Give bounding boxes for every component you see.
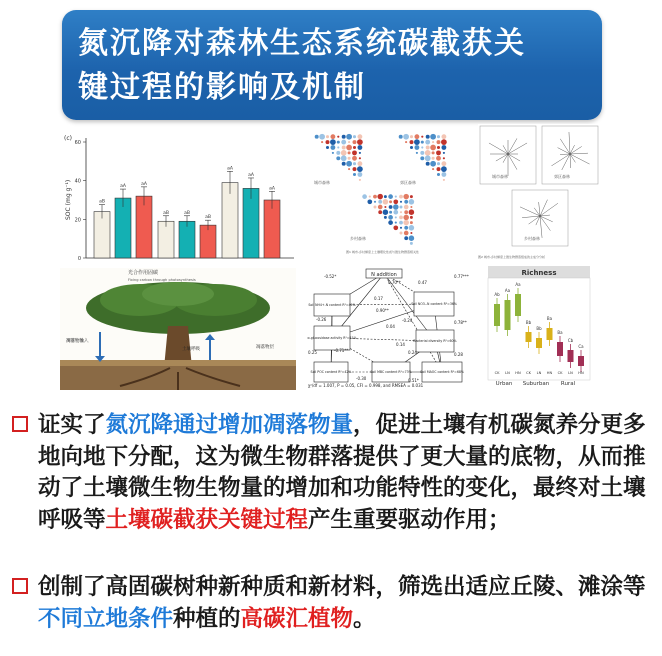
- fig2-caption: 图2 城市-乡村梯度上微生物群落组成的主成分分析: [478, 255, 545, 259]
- fig1-caption: 图1 城市-乡村梯度上土壤理化性质与微生物群落相关性: [346, 250, 419, 254]
- box-letter-label: Aa: [504, 288, 511, 293]
- soc-chart-svg: [58, 130, 298, 265]
- heatmap-3: [346, 190, 436, 258]
- heatmap-cell: [357, 145, 362, 150]
- heatmap-cell: [410, 242, 413, 245]
- heatmap-cell: [341, 140, 346, 145]
- heatmap-cell: [395, 216, 397, 218]
- richness-box: [568, 350, 574, 362]
- heatmap-cell: [421, 146, 423, 148]
- heatmap-cell: [319, 134, 325, 140]
- heatmap-cell: [395, 222, 397, 224]
- soc-bar: [222, 183, 238, 258]
- heatmap-cell: [383, 199, 389, 205]
- paragraph-1-segment: 氮沉降通过增加凋落物量: [105, 412, 354, 438]
- box-letter-label: Cb: [567, 338, 574, 343]
- box-letter-label: Aa: [515, 282, 521, 287]
- heatmap-cell: [353, 173, 356, 176]
- heatmap-cell: [410, 221, 413, 224]
- path-model-svg: [304, 266, 478, 390]
- bar-significance-label: aA: [269, 186, 275, 192]
- heatmap-cell: [341, 155, 347, 161]
- path-node-label: α-glucosidase activity R²=81%: [307, 336, 357, 340]
- heatmap-cell: [321, 141, 323, 143]
- path-coefficient: 0.51*: [408, 378, 419, 383]
- box-letter-label: Ab: [494, 292, 500, 297]
- heatmap-cell: [393, 225, 398, 230]
- heatmap-cell: [420, 151, 424, 155]
- model-fit-footer: χ²/df = 1.007, P = 0.05, CFI = 0.998, and RMSEA = 0.031: [308, 383, 424, 388]
- paragraph-2-segment: 。: [353, 605, 376, 632]
- heatmap-cell: [362, 194, 367, 199]
- pca-3-label: 乡村森林: [524, 236, 540, 241]
- path-coefficient: 0.28: [454, 352, 463, 357]
- heatmap-cell: [359, 179, 361, 181]
- paragraph-2-segment: 创制了高固碳树种新种质和新材料，筛选出适应丘陵、滩涂等: [38, 574, 646, 600]
- bar-significance-label: aA: [120, 184, 126, 190]
- pca-loading-arrow: [540, 216, 542, 238]
- heatmap-cell: [426, 135, 430, 139]
- pca-plots: [478, 124, 602, 262]
- heatmap-cell: [377, 194, 383, 200]
- heatmap-cell: [416, 152, 418, 154]
- y-tick-label: 0: [77, 256, 81, 262]
- x-tick-label: HN: [578, 371, 584, 375]
- photosynthesis-label: 光合作用固碳: [128, 270, 159, 276]
- group-label: Urban: [495, 381, 513, 387]
- litter-input-label: 凋落物输入: [66, 339, 89, 344]
- heatmap-cell: [403, 220, 409, 226]
- bar-significance-label: aA: [141, 181, 147, 187]
- heatmap-cell: [332, 152, 334, 154]
- heatmap-cell: [337, 141, 340, 144]
- heatmap-cell: [437, 173, 440, 176]
- heatmap-cell: [436, 150, 441, 155]
- slide-title: [78, 22, 598, 110]
- path-coefficient: -0.71**: [334, 348, 349, 353]
- soc-bar: [115, 198, 131, 258]
- heatmap-cell: [374, 206, 377, 209]
- heatmap-cell: [389, 205, 393, 209]
- heatmap-cell: [400, 227, 402, 229]
- heatmap-cell: [348, 151, 351, 154]
- paragraph-2-segment: 不同立地条件: [38, 605, 174, 632]
- heatmap-cell: [399, 195, 403, 199]
- heatmap-cell: [437, 135, 440, 138]
- heatmap-2: [390, 130, 472, 188]
- heatmap-3-label: 乡村森林: [350, 236, 366, 241]
- heatmap-cell: [388, 215, 393, 220]
- heatmap-cell: [352, 150, 357, 155]
- heatmap-cell: [395, 196, 397, 198]
- pca-loading-arrow: [570, 153, 588, 154]
- pca-svg: [478, 124, 602, 262]
- square-bullet-icon: [12, 578, 28, 594]
- heatmap-cell: [337, 136, 339, 138]
- path-node-label: N addition: [371, 272, 397, 278]
- richness-box: [515, 294, 521, 316]
- path-coefficient: 0.25: [308, 350, 317, 355]
- heatmap-cell: [404, 205, 409, 210]
- bar-significance-label: aA: [248, 172, 254, 178]
- heatmap-cell: [430, 134, 436, 140]
- soc-bar-chart: [58, 130, 298, 265]
- pca-loading-arrow: [489, 143, 508, 154]
- heatmap-cell: [369, 196, 371, 198]
- heatmap-cell: [414, 145, 419, 150]
- heatmap-cell: [441, 145, 446, 150]
- pca-loading-arrow: [570, 154, 571, 168]
- richness-svg: [482, 264, 602, 388]
- bar-significance-label: aB: [99, 199, 105, 205]
- richness-box: [578, 356, 584, 366]
- richness-box: [557, 342, 563, 356]
- heatmap-cell: [400, 206, 403, 209]
- heatmap-cell: [410, 206, 412, 208]
- heatmap-cell: [389, 211, 392, 214]
- heatmap-cell: [430, 161, 436, 167]
- heatmap-cell: [443, 152, 445, 154]
- path-coefficient: 0.04: [386, 324, 395, 329]
- heatmap-cell: [436, 156, 441, 161]
- heatmap-cell: [346, 145, 352, 151]
- heatmap-cell: [410, 216, 413, 219]
- path-coefficient: 0.17: [374, 296, 383, 301]
- heatmap-cell: [353, 135, 356, 138]
- heatmap-cell: [336, 156, 340, 160]
- heatmap-cell: [384, 206, 386, 208]
- heatmap-cell: [359, 152, 361, 154]
- heatmap-2-svg: [390, 130, 472, 188]
- y-ticks: [75, 140, 86, 262]
- heatmap-cell: [348, 168, 350, 170]
- path-coefficient: 0.78**: [454, 320, 467, 325]
- paragraph-1: [8, 410, 656, 536]
- heatmap-cell: [443, 157, 445, 159]
- heatmap-cell: [326, 140, 330, 144]
- heatmap-cell: [389, 200, 392, 203]
- heatmap-cell: [384, 195, 387, 198]
- heatmap-cell: [409, 225, 415, 231]
- heatmap-cell: [346, 134, 352, 140]
- y-tick-label: 20: [74, 217, 81, 224]
- paragraph-2-segment: 种植的: [173, 605, 241, 632]
- richness-box: [494, 304, 500, 326]
- heatmap-cell: [410, 146, 413, 149]
- richness-box: [526, 332, 532, 342]
- path-coefficient: 0.90**: [376, 308, 389, 313]
- tree-svg: [60, 268, 296, 390]
- heatmap-cell: [443, 179, 445, 181]
- tree-carbon-diagram: [60, 268, 296, 390]
- paragraph-2-segment: 高碳汇植物: [240, 605, 354, 632]
- pca-loading-arrow: [508, 138, 517, 154]
- heatmap-cell: [410, 195, 413, 198]
- heatmap-cell: [367, 199, 372, 204]
- heatmap-cell: [437, 167, 441, 171]
- paragraph-1-text: [8, 410, 656, 536]
- litter-layer-label: 凋落物层: [256, 345, 274, 350]
- heatmap-cell: [437, 162, 440, 165]
- bar-significance-label: aA: [227, 166, 233, 172]
- heatmap-cell: [357, 166, 363, 172]
- heatmap-cell: [425, 140, 430, 145]
- heatmap-cell: [441, 166, 447, 172]
- group-label: Rural: [560, 381, 576, 387]
- heatmap-cell: [441, 172, 446, 177]
- heatmap-cell: [441, 134, 446, 139]
- heatmap-cell: [357, 139, 363, 145]
- paragraph-1-segment: 证实了: [38, 412, 106, 438]
- heatmap-cell: [404, 210, 408, 214]
- heatmap-cell: [330, 139, 336, 145]
- heatmap-cell: [357, 134, 362, 139]
- heatmap-cell: [342, 135, 346, 139]
- heatmap-cell: [437, 140, 441, 144]
- heatmap-cell: [426, 146, 430, 150]
- path-coefficient: 0.24: [408, 350, 417, 355]
- pca-1-label: 城市森林: [492, 174, 508, 179]
- heatmap-cell: [357, 161, 362, 166]
- heatmap-cell: [414, 139, 420, 145]
- heatmap-cell: [330, 134, 335, 139]
- pca-loading-arrow: [562, 154, 570, 170]
- richness-box: [505, 300, 511, 330]
- x-tick-label: LN: [505, 371, 510, 375]
- square-bullet-icon: [12, 416, 28, 432]
- heatmap-cell: [348, 157, 351, 160]
- heatmap-cell: [393, 204, 399, 210]
- heatmap-cell: [359, 157, 361, 159]
- heatmap-cell: [420, 156, 424, 160]
- heatmap-cell: [399, 221, 403, 225]
- heatmap-cell: [432, 151, 435, 154]
- path-node-label: Soil MAOC content R²=68%: [420, 370, 464, 374]
- box-letter-label: Ba: [546, 316, 553, 321]
- path-coefficient: 0.14: [396, 342, 405, 347]
- x-tick-label: CK: [526, 371, 531, 375]
- heatmap-cell: [378, 210, 382, 214]
- heatmap-cell: [330, 145, 335, 150]
- heatmap-2-label: 郊区森林: [400, 180, 416, 185]
- heatmap-cell: [400, 211, 402, 213]
- x-tick-label: HN: [515, 371, 521, 375]
- path-node-label: Soil NO3--N content R²=36%: [411, 302, 457, 306]
- pca-loading-arrow: [508, 143, 527, 154]
- richness-box: [547, 328, 553, 340]
- x-tick-label: LN: [568, 371, 573, 375]
- heatmap-cell: [432, 168, 434, 170]
- title-line-2: 键过程的影响及机制: [78, 70, 366, 105]
- path-node-label: Soil MBC content R²=73%: [370, 370, 412, 374]
- heatmap-cell: [315, 135, 319, 139]
- richness-boxplot: [482, 264, 602, 388]
- pca-loading-arrow: [560, 139, 570, 154]
- heatmap-cell: [342, 162, 346, 166]
- heatmap-cell: [425, 155, 431, 161]
- path-coefficient: 0.70**: [388, 280, 401, 285]
- panel-label: (c): [64, 135, 72, 142]
- path-coefficient: 0.47: [418, 280, 427, 285]
- path-model-diagram: [304, 266, 478, 390]
- heatmap-1: [306, 130, 388, 188]
- heatmap-cell: [336, 151, 340, 155]
- title-line-1: 氮沉降对森林生态系统碳截获关: [78, 26, 526, 61]
- heatmap-cell: [404, 231, 409, 236]
- pca-loading-arrow: [508, 154, 517, 170]
- paragraph-2-text: [8, 572, 656, 635]
- heatmap-cell: [352, 156, 357, 161]
- heatmap-cell: [403, 134, 409, 140]
- pca-loading-arrow: [520, 207, 540, 216]
- path-node-label: Bacterial diversity R²=60%: [413, 339, 457, 343]
- heatmap-cell: [409, 199, 415, 205]
- x-tick-label: CK: [557, 371, 563, 375]
- heatmap-cell: [346, 161, 352, 167]
- heatmap-cell: [404, 200, 408, 204]
- box-letter-label: Bb: [525, 320, 532, 325]
- photosynthesis-label-en: Fixing carbon through photosynthesis: [128, 278, 196, 282]
- heatmap-cell: [353, 140, 357, 144]
- heatmap-cell: [414, 134, 419, 139]
- heatmap-cell: [404, 236, 408, 240]
- heatmap-cell: [326, 135, 329, 138]
- paragraph-1-segment: 土壤碳截获关键过程: [105, 506, 309, 533]
- bar-significance-label: aB: [163, 210, 169, 216]
- heatmap-cell: [410, 140, 414, 144]
- richness-title: Richness: [521, 269, 557, 277]
- richness-box: [536, 338, 542, 348]
- group-label: Suburban: [522, 381, 550, 387]
- heatmap-cell: [348, 141, 350, 143]
- y-tick-label: 40: [74, 178, 81, 185]
- pca-2-label: 郊区森林: [554, 174, 570, 179]
- path-node-label: Soil NH4+-N content R²=49%: [308, 303, 356, 307]
- heatmap-cell: [409, 209, 415, 215]
- paragraph-1-segment: ，促进土壤有机碳氮养分更多地向地下分配，这为微生物群落提供了更大量的底物，从而推动了土壤微生物生物量的增加和功能特性的变化，最终对土壤呼吸等: [38, 412, 646, 533]
- heatmap-cell: [421, 141, 424, 144]
- heatmap-cell: [384, 216, 387, 219]
- path-arrow: [384, 274, 442, 373]
- soil-respiration-label: 土壤呼吸: [182, 347, 200, 352]
- path-coefficient: 0.77***: [454, 274, 469, 279]
- bar-significance-label: aB: [184, 210, 190, 216]
- bars: [94, 165, 280, 258]
- heatmap-cell: [432, 157, 435, 160]
- heatmap-cell: [410, 135, 413, 138]
- heatmap-cell: [378, 205, 383, 210]
- x-tick-label: CK: [494, 371, 500, 375]
- path-coefficient: -0.26: [316, 317, 327, 322]
- heatmap-cell: [410, 232, 412, 234]
- box-letter-label: Ba: [557, 330, 563, 335]
- heatmap-cell: [399, 135, 403, 139]
- y-tick-label: 60: [74, 140, 81, 146]
- heatmap-cell: [326, 146, 329, 149]
- heatmap-cell: [403, 194, 409, 200]
- heatmap-cell: [421, 136, 423, 138]
- paragraph-2: [8, 572, 656, 635]
- pca-loading-arrow: [570, 154, 590, 164]
- heatmap-cell: [388, 220, 393, 225]
- heatmap-1-label: 城市森林: [314, 180, 330, 185]
- heatmap-cell: [353, 167, 357, 171]
- heatmap-cell: [353, 162, 356, 165]
- heatmap-cell: [337, 146, 339, 148]
- bar-significance-label: aB: [205, 215, 211, 221]
- heatmap-cell: [430, 145, 436, 151]
- pca-loading-arrow: [569, 132, 570, 154]
- heatmap-cell: [342, 146, 346, 150]
- heatmap-cell: [353, 146, 356, 149]
- heatmap-cell: [374, 201, 376, 203]
- heatmap-cell: [441, 139, 447, 145]
- box-letter-label: Ca: [578, 344, 584, 349]
- pca-loading-arrow: [539, 202, 540, 216]
- heatmap-cell: [437, 146, 440, 149]
- box-letter-label: Bb: [536, 326, 542, 331]
- pca-loading-arrow: [551, 154, 570, 166]
- x-tick-label: LN: [536, 371, 542, 375]
- heatmap-cell: [357, 172, 362, 177]
- heatmap-cell: [378, 200, 382, 204]
- paragraph-1-segment: 产生重要驱动作用；: [308, 506, 511, 533]
- heatmap-cell: [393, 199, 398, 204]
- heatmap-cell: [393, 210, 398, 215]
- heatmap-cell: [404, 226, 408, 230]
- pca-loading-arrow: [540, 215, 550, 216]
- heatmap-cell: [373, 195, 377, 199]
- path-coefficient: -0.30: [356, 376, 367, 381]
- heatmap-cell: [400, 232, 403, 235]
- heatmap-cell: [405, 141, 407, 143]
- pca-loading-arrow: [522, 216, 540, 218]
- heatmap-cell: [403, 215, 409, 221]
- heatmap-cell: [425, 150, 431, 156]
- heatmap-cell: [426, 162, 430, 166]
- heatmap-cell: [400, 201, 402, 203]
- heatmap-1-svg: [306, 130, 388, 188]
- heatmap-cell: [388, 194, 393, 199]
- heatmap-cell: [409, 235, 415, 241]
- y-axis-label: SOC (mg g⁻¹): [65, 179, 72, 220]
- heatmap-cell: [383, 209, 389, 215]
- x-tick-label: HN: [546, 371, 553, 375]
- heatmap-cell: [399, 215, 403, 219]
- path-node-label: Soil POC content R²=42%: [310, 370, 352, 374]
- pca-loading-arrow: [540, 203, 558, 216]
- path-coefficient: -0.52*: [324, 274, 337, 279]
- heatmap-3-svg: [346, 190, 436, 258]
- path-coefficient: -0.24: [402, 318, 413, 323]
- heatmap-cell: [441, 161, 446, 166]
- heatmap-cell: [432, 141, 434, 143]
- heatmap-cell: [341, 150, 347, 156]
